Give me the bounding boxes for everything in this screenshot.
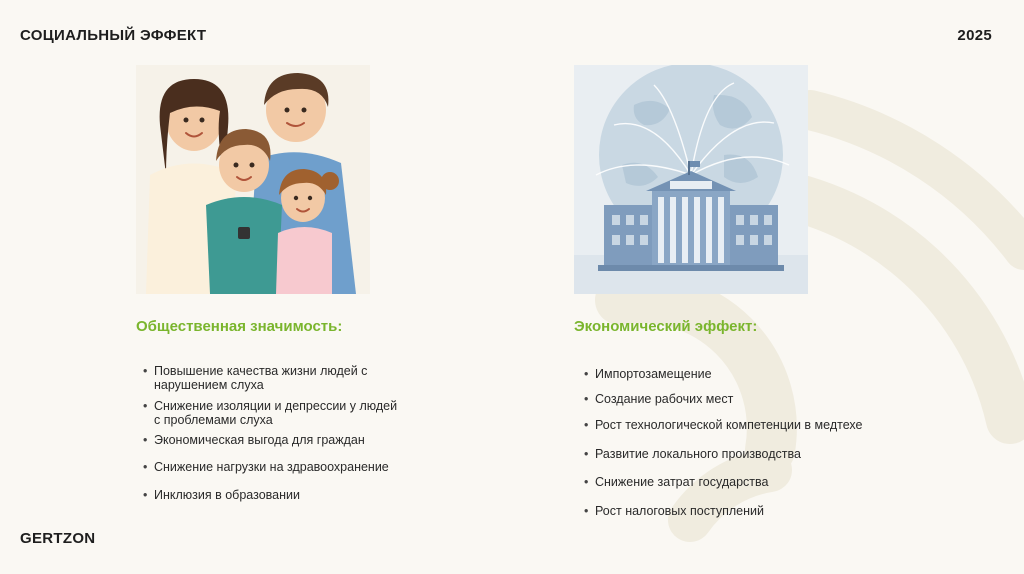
list-item: • Экономическая выгода для граждан	[154, 433, 365, 447]
list-item: • Рост технологической компетенции в медтехе	[595, 418, 862, 432]
social-significance-heading: Общественная значимость:	[136, 318, 343, 335]
government-building-illustration	[574, 65, 808, 294]
family-illustration	[136, 65, 370, 294]
list-item: • Инклюзия в образовании	[154, 488, 300, 502]
list-item: • Снижение затрат государства	[595, 475, 768, 489]
year-label: 2025	[957, 27, 992, 44]
brand-name: GERTZON	[20, 530, 96, 547]
list-item: • Импортозамещение	[595, 367, 712, 381]
page-title: СОЦИАЛЬНЫЙ ЭФФЕКТ	[20, 27, 207, 44]
list-item: • Повышение качества жизни людей с нарушением слуха	[154, 364, 367, 392]
economic-effect-heading: Экономический эффект:	[574, 318, 758, 335]
list-item: • Снижение нагрузки на здравоохранение	[154, 460, 389, 474]
list-item: • Развитие локального производства	[595, 447, 801, 461]
list-item: • Снижение изоляции и депрессии у людей с проблемами слуха	[154, 399, 397, 427]
list-item: • Рост налоговых поступлений	[595, 504, 764, 518]
list-item: • Создание рабочих мест	[595, 392, 733, 406]
